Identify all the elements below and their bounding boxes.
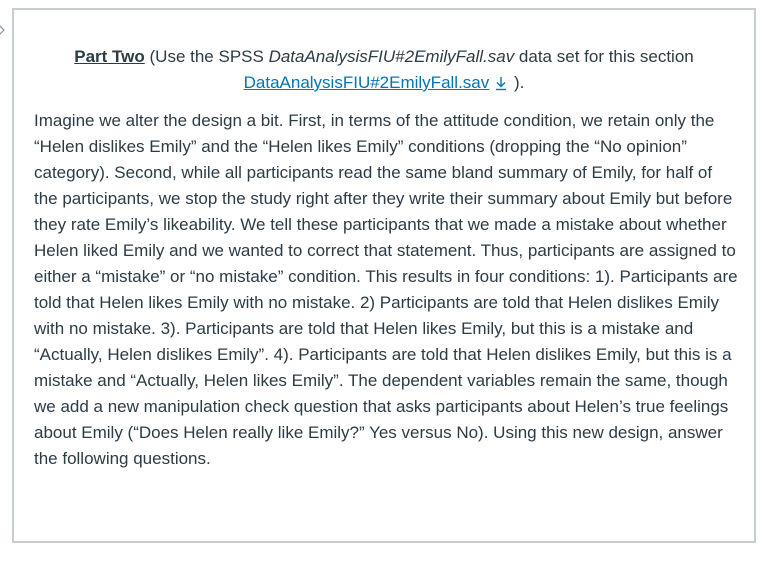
part-label: Part Two [74, 47, 145, 66]
dataset-file-link[interactable]: DataAnalysisFIU#2EmilyFall.sav [243, 73, 490, 92]
section-header [14, 44, 754, 96]
chevron-right-icon[interactable] [0, 22, 6, 38]
header-line-2 [14, 70, 754, 96]
dataset-name: DataAnalysisFIU#2EmilyFall.sav [268, 47, 515, 66]
question-description: Imagine we alter the design a bit. First, in terms of the attitude condition, we retain only the “Helen dislikes Emily” and the “Helen likes Emily” conditions (dropping the “No opinion” category). Second, while all participants read the same bland summary of Emily, for half of the participants, we stop the study right after they write their summary about Emily but before they rate Emily’s likeability. We tell these participants that we made a mistake about whether Helen liked Emily and we wanted to correct that statement. Thus, participants are assigned to either a “mistake” or “no mistake” condition. This results in four conditions: 1). Participants are told that Helen likes Emily with no mistake. 2) Participants are told that Helen dislikes Emily with no mistake. 3). Participants are told that Helen likes Emily, but this is a mistake and “Actually, Helen dislikes Emily”. 4). Participants are told that Helen dislikes Emily, but this is a mistake and “Actually, Helen likes Emily”. The dependent variables remain the same, though we add a new manipulation check question that asks participants about Helen’s true feelings about Emily (“Does Helen really like Emily?” Yes versus No). Using this new design, answer the following questions. [34, 111, 738, 468]
intro-prefix: (Use the SPSS [144, 47, 269, 66]
question-box [12, 8, 756, 543]
intro-suffix: data set for this section [514, 47, 694, 66]
download-icon[interactable] [493, 73, 509, 89]
close-paren: ). [509, 73, 525, 92]
header-line-1 [14, 44, 754, 70]
